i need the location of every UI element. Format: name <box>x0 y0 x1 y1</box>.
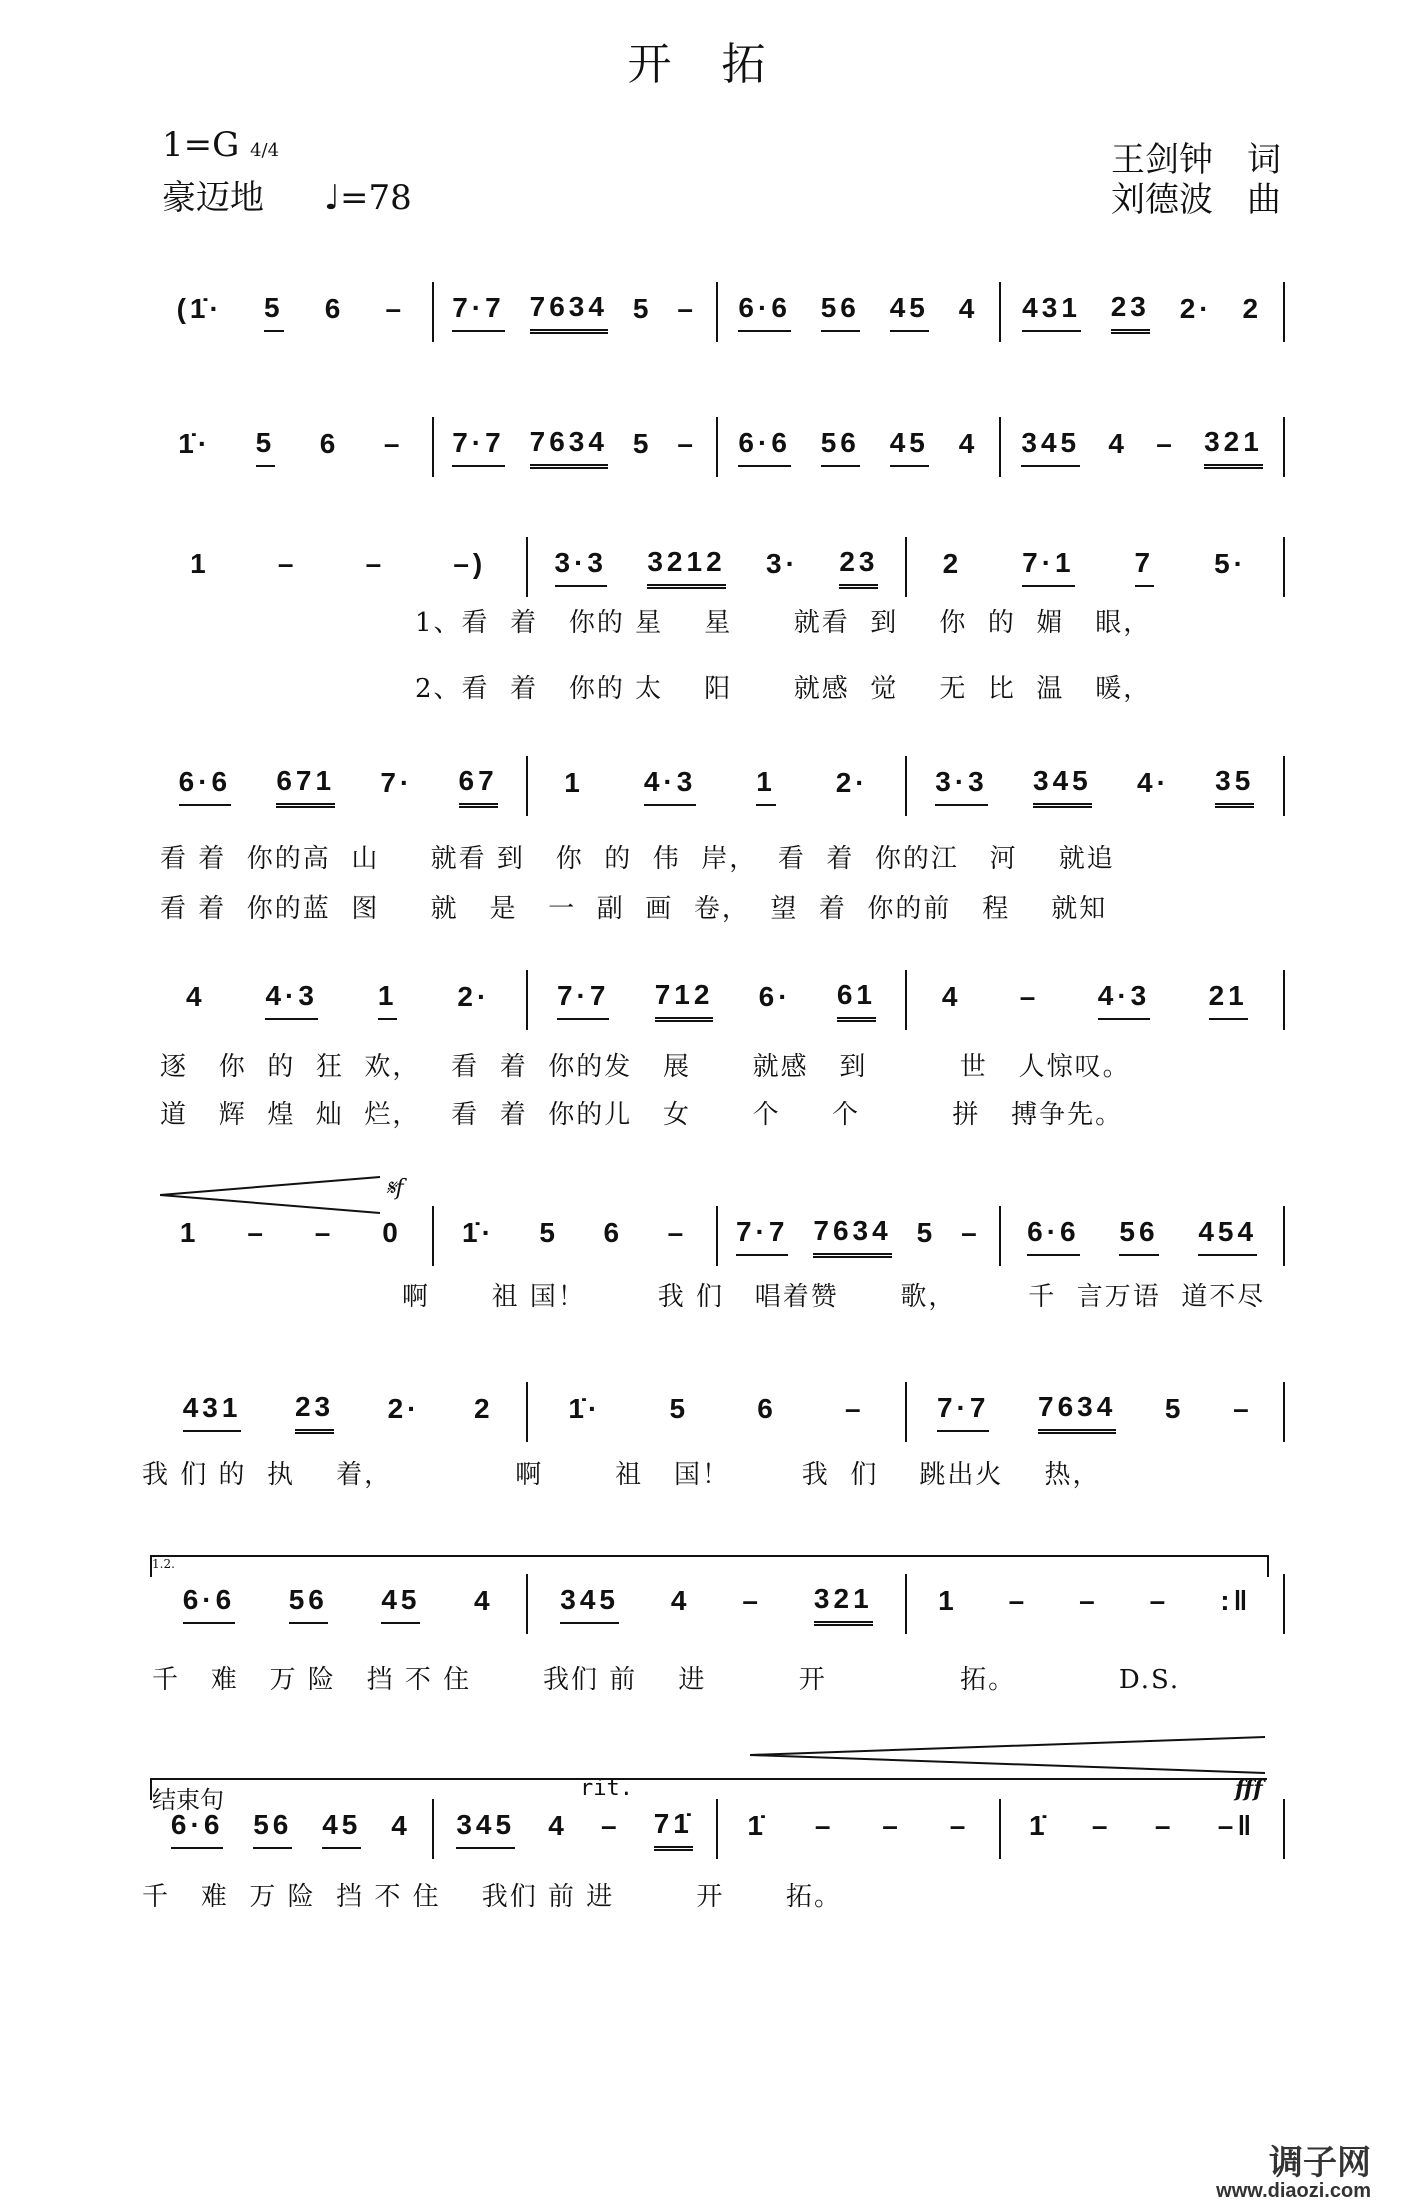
note-group: :‖ <box>1220 1585 1252 1616</box>
note-group: 45 <box>381 1584 420 1624</box>
note-group: – <box>1019 981 1040 1012</box>
note-group: 3· <box>766 548 799 579</box>
measure <box>150 756 526 816</box>
note-group: 671 <box>276 765 335 808</box>
key: 1=G <box>162 125 240 165</box>
note-group: – <box>314 1217 335 1248</box>
time-signature: 4/4 <box>250 140 280 161</box>
note-group: 1 <box>190 548 210 579</box>
note-group: 2· <box>1179 293 1213 324</box>
rit-marking: rit. <box>580 1776 633 1801</box>
note-group: (1̇· <box>176 293 223 324</box>
note-group: – <box>385 293 406 324</box>
note-group: 2 <box>942 548 963 579</box>
note-group: 45 <box>890 292 929 332</box>
note-group: 5 <box>1164 1393 1185 1424</box>
measure <box>432 417 716 477</box>
note-group: 56 <box>1119 1216 1158 1256</box>
note-group: 0 <box>382 1217 402 1248</box>
note-group: 7·7 <box>452 292 504 332</box>
note-group: 6 <box>319 428 340 459</box>
notation-row <box>150 282 1285 342</box>
measure <box>905 1382 1285 1442</box>
lyric-line: 1、看 着 你的 星 星 就看 到 你 的 媚 眼， <box>415 608 1152 638</box>
lyricist: 王剑钟 词 <box>1111 140 1281 180</box>
note-group: 4 <box>941 981 962 1012</box>
note-group: 1 <box>378 980 398 1020</box>
note-group: 4 <box>958 428 979 459</box>
note-group: 35 <box>1215 765 1254 808</box>
measure <box>905 970 1285 1030</box>
style-marking: 豪迈地 <box>162 178 264 218</box>
note-group: 6 <box>603 1217 624 1248</box>
note-group: 345 <box>1021 427 1080 467</box>
note-group: 23 <box>1111 291 1150 334</box>
note-group: – <box>247 1217 267 1248</box>
note-group: 6·6 <box>738 427 790 467</box>
note-group: 21 <box>1209 980 1248 1020</box>
note-group: 4 <box>391 1810 411 1841</box>
note-group: 1̇ <box>747 1810 767 1841</box>
note-group: 5 <box>669 1393 690 1424</box>
crescendo-hairpin <box>750 1735 1270 1775</box>
measure <box>526 537 904 597</box>
note-group: 345 <box>560 1584 619 1624</box>
notation-row <box>150 1206 1285 1266</box>
watermark-logo: 调子网 <box>1269 2144 1371 2182</box>
note-group: 454 <box>1198 1216 1257 1256</box>
note-group: 3·3 <box>555 547 607 587</box>
note-group: 4 <box>473 1585 494 1616</box>
measure <box>999 417 1285 477</box>
note-group: – <box>365 548 386 579</box>
note-group: 321 <box>814 1583 873 1626</box>
note-group: 6·6 <box>738 292 790 332</box>
note-group: 4· <box>1137 767 1170 798</box>
note-group: 2 <box>1242 293 1263 324</box>
note-group: – <box>1154 1810 1175 1841</box>
note-group: – <box>844 1393 865 1424</box>
note-group: – <box>277 548 298 579</box>
measure <box>526 756 904 816</box>
credits <box>1111 140 1281 220</box>
style-tempo <box>162 175 412 221</box>
measure <box>999 282 1285 342</box>
measure <box>150 417 432 477</box>
note-group: 7634 <box>530 291 608 334</box>
measure <box>716 1206 1000 1266</box>
note-group: 56 <box>821 427 860 467</box>
note-group: 1 <box>938 1585 958 1616</box>
composer: 刘德波 曲 <box>1111 180 1281 220</box>
note-group: 5 <box>539 1217 559 1248</box>
note-group: 5 <box>256 427 276 467</box>
measure <box>716 417 1000 477</box>
measure <box>150 1206 432 1266</box>
note-group: – <box>1156 428 1176 459</box>
note-group: 5 <box>632 428 653 459</box>
note-group: 712 <box>655 979 714 1022</box>
note-group: 4·3 <box>644 766 696 806</box>
note-group: 1̇· <box>178 428 212 459</box>
measure <box>526 1574 904 1634</box>
note-group: 7·7 <box>937 1392 989 1432</box>
note-group: 4·3 <box>1098 980 1150 1020</box>
note-group: – <box>742 1585 762 1616</box>
decrescendo-hairpin <box>160 1175 390 1215</box>
note-group: – <box>1079 1585 1099 1616</box>
note-group: 45 <box>890 427 929 467</box>
note-group: 1̇· <box>462 1217 495 1248</box>
measure <box>150 1382 526 1442</box>
note-group: 4·3 <box>265 980 317 1020</box>
coda-bracket <box>150 1778 1267 1814</box>
note-group: 4 <box>1108 428 1128 459</box>
note-group: 431 <box>183 1392 242 1432</box>
notation-row <box>150 1574 1285 1634</box>
note-group: 61 <box>837 979 876 1022</box>
note-group: – <box>600 1810 621 1841</box>
note-group: 56 <box>289 1584 328 1624</box>
lyric-line: 看 着 你的蓝 图 就 是 一 副 画 卷， 望 着 你的前 程 就知 <box>160 894 1108 924</box>
tempo-marking: ♩=78 <box>324 178 412 218</box>
measure <box>999 1799 1285 1859</box>
lyric-line: 啊 祖 国！ 我 们 唱着赞 歌， 千 言万语 道不尽 <box>402 1282 1266 1312</box>
measure <box>905 1574 1285 1634</box>
note-group: 1̇· <box>568 1393 602 1424</box>
note-group: 4 <box>185 981 206 1012</box>
lyric-line: 2、看 着 你的 太 阳 就感 觉 无 比 温 暖， <box>415 674 1152 704</box>
note-group: – <box>814 1810 835 1841</box>
note-group: – <box>383 428 404 459</box>
note-group: 5· <box>1214 548 1247 579</box>
notation-row <box>150 756 1285 816</box>
note-group: 5 <box>632 293 653 324</box>
ending-label: 结束句 <box>152 1786 224 1814</box>
note-group: 4 <box>548 1810 568 1841</box>
notation-row <box>150 970 1285 1030</box>
lyric-line: 千 难 万 险 挡 不 住 我们 前 进 开 拓。 D.S. <box>152 1665 1181 1695</box>
note-group: 56 <box>821 292 860 332</box>
note-group: – <box>677 428 697 459</box>
note-group: 71̇ <box>654 1808 693 1851</box>
note-group: 4 <box>670 1585 691 1616</box>
note-group: 5 <box>264 292 284 332</box>
volta-bracket <box>150 1555 1269 1577</box>
note-group: – <box>949 1810 970 1841</box>
measure <box>999 1206 1285 1266</box>
measure <box>150 1574 526 1634</box>
note-group: 45 <box>322 1809 361 1849</box>
measure <box>432 1799 716 1859</box>
measure <box>905 756 1285 816</box>
note-group: 345 <box>1033 765 1092 808</box>
measure <box>526 1382 904 1442</box>
note-group: 6·6 <box>171 1809 223 1849</box>
note-group: 7·7 <box>452 427 504 467</box>
note-group: 23 <box>295 1391 334 1434</box>
note-group: 5 <box>916 1217 937 1248</box>
key-signature <box>162 122 279 174</box>
note-group: 2· <box>457 981 491 1012</box>
measure <box>150 970 526 1030</box>
note-group: 7·7 <box>736 1216 788 1256</box>
note-group: 6·6 <box>179 766 231 806</box>
note-group: 67 <box>459 765 498 808</box>
note-group: –‖ <box>1217 1810 1256 1841</box>
note-group: 7634 <box>813 1215 891 1258</box>
lyric-line: 千 难 万 险 挡 不 住 我们 前 进 开 拓。 <box>142 1882 842 1912</box>
measure <box>432 1206 716 1266</box>
note-group: – <box>677 293 697 324</box>
note-group: 7 <box>1135 547 1155 587</box>
volta-label: 1.2. <box>152 1557 175 1571</box>
note-group: 56 <box>253 1809 292 1849</box>
note-group: 6 <box>324 293 345 324</box>
note-group: –) <box>453 548 487 579</box>
note-group: 6· <box>758 981 792 1012</box>
lyric-line: 看 着 你的高 山 就看 到 你 的 伟 岸， 看 着 你的江 河 就追 <box>160 844 1115 874</box>
note-group: – <box>1008 1585 1029 1616</box>
note-group: – <box>1233 1393 1253 1424</box>
fff-marking: fff <box>1235 1776 1263 1802</box>
note-group: 345 <box>456 1809 515 1849</box>
notation-row <box>150 1382 1285 1442</box>
note-group: 1 <box>756 766 776 806</box>
notation-row <box>150 1799 1285 1859</box>
note-group: 7634 <box>530 426 608 469</box>
notation-row <box>150 537 1285 597</box>
measure <box>905 537 1285 597</box>
note-group: 7634 <box>1038 1391 1116 1434</box>
note-group: 6·6 <box>1027 1216 1079 1256</box>
measure <box>432 282 716 342</box>
note-group: – <box>961 1217 981 1248</box>
note-group: 6·6 <box>183 1584 235 1624</box>
segno-forte-marking: 𝄋f <box>386 1176 404 1201</box>
measure <box>716 1799 1000 1859</box>
note-group: 1 <box>179 1217 200 1248</box>
note-group: 3212 <box>647 546 725 589</box>
note-group: – <box>667 1217 688 1248</box>
measure <box>526 970 904 1030</box>
lyric-line: 我 们 的 执 着， 啊 祖 国！ 我 们 跳出火 热， <box>142 1460 1101 1490</box>
note-group: 431 <box>1022 292 1081 332</box>
measure <box>150 282 432 342</box>
watermark-url: www.diaozi.com <box>1216 2180 1371 2202</box>
note-group: – <box>882 1810 902 1841</box>
notation-row <box>150 417 1285 477</box>
note-group: 2· <box>387 1393 421 1424</box>
note-group: 1̇ <box>1028 1810 1049 1841</box>
note-group: 3·3 <box>935 766 987 806</box>
note-group: 23 <box>839 546 878 589</box>
note-group: 7· <box>380 767 414 798</box>
note-group: 321 <box>1204 426 1263 469</box>
note-group: – <box>1091 1810 1112 1841</box>
measure <box>150 537 526 597</box>
note-group: 4 <box>958 293 979 324</box>
note-group: 7·7 <box>557 980 609 1020</box>
lyric-line: 逐 你 的 狂 欢， 看 着 你的发 展 就感 到 世 人惊叹。 <box>160 1052 1131 1082</box>
note-group: 6 <box>757 1393 777 1424</box>
note-group: 2· <box>835 767 869 798</box>
song-title: 开 拓 <box>627 39 784 90</box>
lyric-line: 道 辉 煌 灿 烂， 看 着 你的儿 女 个 个 拼 搏争先。 <box>160 1100 1124 1130</box>
measure <box>716 282 1000 342</box>
note-group: 7·1 <box>1022 547 1074 587</box>
note-group: – <box>1149 1585 1170 1616</box>
note-group: 1 <box>564 767 584 798</box>
note-group: 2 <box>473 1393 494 1424</box>
